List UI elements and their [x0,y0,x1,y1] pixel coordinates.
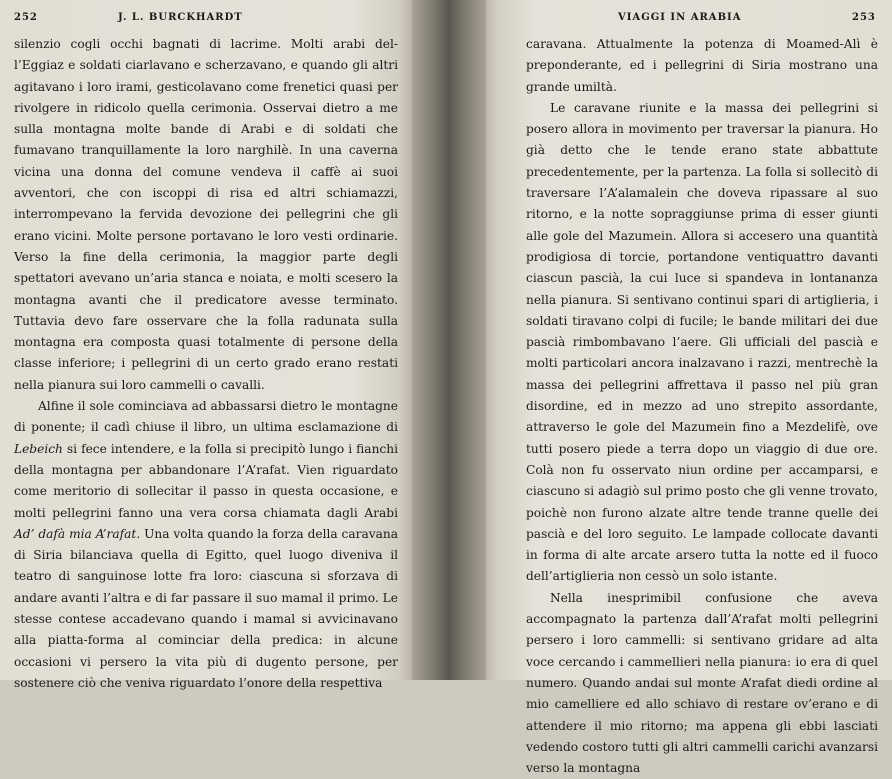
left-p2-text-b: si fece intendere, e la folla si precipitò lungo i fianchi della montagna per abbandonare l’A’rafat. Vien riguardato come meritorio di sollecitar il passo in questa occasione, e molti pellegrini fanno una vera corsa chiamata dagli Arabi [14,441,398,520]
right-page [486,0,892,776]
left-p2-italic-addafa: Ad’ dafà mia A’rafat. [14,526,141,541]
left-page-body [14,34,398,694]
left-p2-text-a: Alfine il sole cominciava ad abbassarsi dietro le montagne di ponente; il cadì chiuse il libro, un ultima esclamazione di [14,399,398,435]
right-paragraph-1: caravana. Attualmente la potenza di Moamed-Alì è preponderante, ed i pellegrini di Siria mostrano una grande umiltà. [526,37,878,94]
left-paragraph-1: silenzio cogli occhi bagnati di lacrime. Molti arabi del-l’Eggiaz e soldati ciarlavano e scherzavano, e quando gli altri agitavano i loro irami, gesticolavano come frenetici quasi per rivolgere in ridicolo quella cerimonia. Osservai dietro a me sulla montagna molte bande di Arabi e di soldati che fumavano tranquillamente la loro narghilè. In una caverna vicina una donna del comune vendeva il caffè ai suoi avventori, che con iscoppi di risa ed altri schiamazzi, interrompevano la fervida devozione dei pellegrini che gli erano vicini. Molte persone portavano le loro vesti ordinarie. Verso la fine della cerimonia, la maggior parte degli spettatori avevano un’aria stanca e noiata, e molti scesero la montagna avanti che il predicatore avesse terminato. Tuttavia devo fare osservare che la folla radunata sulla montagna era composta quasi totalmente di persone della classe inferiore; i pellegrini di un certo grado erano restati nella pianura sui loro cammelli o cavalli. [14,37,398,392]
right-paragraph-3: Nella inesprimibil confusione che aveva accompagnato la partenza dall’A’rafat molti pellegrini persero i loro cammelli: si sentivano gridare ad alta voce cercando i cammellieri nella pianura: io era di quel numero. Quando andai sul monte A’rafat diedi ordine al mio camelliere ed allo schiavo di restare ov’erano e di attendere il mio ritorno; ma appena gli ebbi lasciati vedendo costoro tutti gli altri cammelli carichi avanzarsi verso la montagna [526,590,878,776]
left-running-head: J. L. BURCKHARDT [118,12,243,23]
left-p2-text-c: Una volta quando la forza della caravana di Siria bilanciava quella di Egitto, quel luogo diveniva il teatro di sanguinose lotte fra loro: ciascuna si sforzava di andare avanti l’altra e di far passare il suo mamal il primo. Le stesse contese accadevano quando i mamal si avvicinavano alla piatta-forma al cominciar della predica: in alcune occasioni vi persero la vita più di dugento persone, per sostenere ciò che veniva riguardato l’onore della respettiva [14,526,398,690]
left-page [0,0,412,690]
left-paragraph-2 [14,396,398,694]
right-running-head: VIAGGI IN ARABIA [618,12,742,23]
left-page-number: 252 [14,12,38,23]
right-page-number: 253 [852,12,876,23]
right-paragraph-2: Le caravane riunite e la massa dei pellegrini si posero allora in movimento per traversar la pianura. Ho già detto che le tende erano state abbattute precedentemente, per la partenza. La folla si sollecitò di traversare l’A’alamalein che doveva ripassare al suo ritorno, e la notte sopraggiunse prima di esser giunti alle gole del Mazumein. Allora si accesero una quantità prodigiosa di torcie, portandone ventiquattro davanti ciascun pascià, la cui luce si spandeva in lontananza nella pianura. Si sentivano continui spari di artiglieria, i soldati tiravano colpi di fucile; le bande militari dei due pascià rimbombavano l’aere. Gli ufficiali del pascià e molti particolari ancora inalzavano i razzi, mentrechè la massa dei pellegrini affrettava il passo nel più gran disordine, ed in mezzo ad uno strepito assordante, attraverso le gole del Mazumein fino a Mezdelifè, ove tutti posero piede a terra dopo un viaggio di due ore. Colà non fu osservato niun ordine per accamparsi, e ciascuno si adagiò sul primo posto che gli venne trovato, poichè non furono alzate altre tende tranne quelle dei pascià e del loro seguito. Le lampade collocate davanti in forma di alte arcate arsero tutta la notte ed il fuoco dell’artiglieria non cessò un solo istante. [526,100,878,584]
left-p2-italic-lebeich: Lebeich [14,441,63,456]
right-page-body [526,34,878,779]
book-gutter [412,0,486,680]
